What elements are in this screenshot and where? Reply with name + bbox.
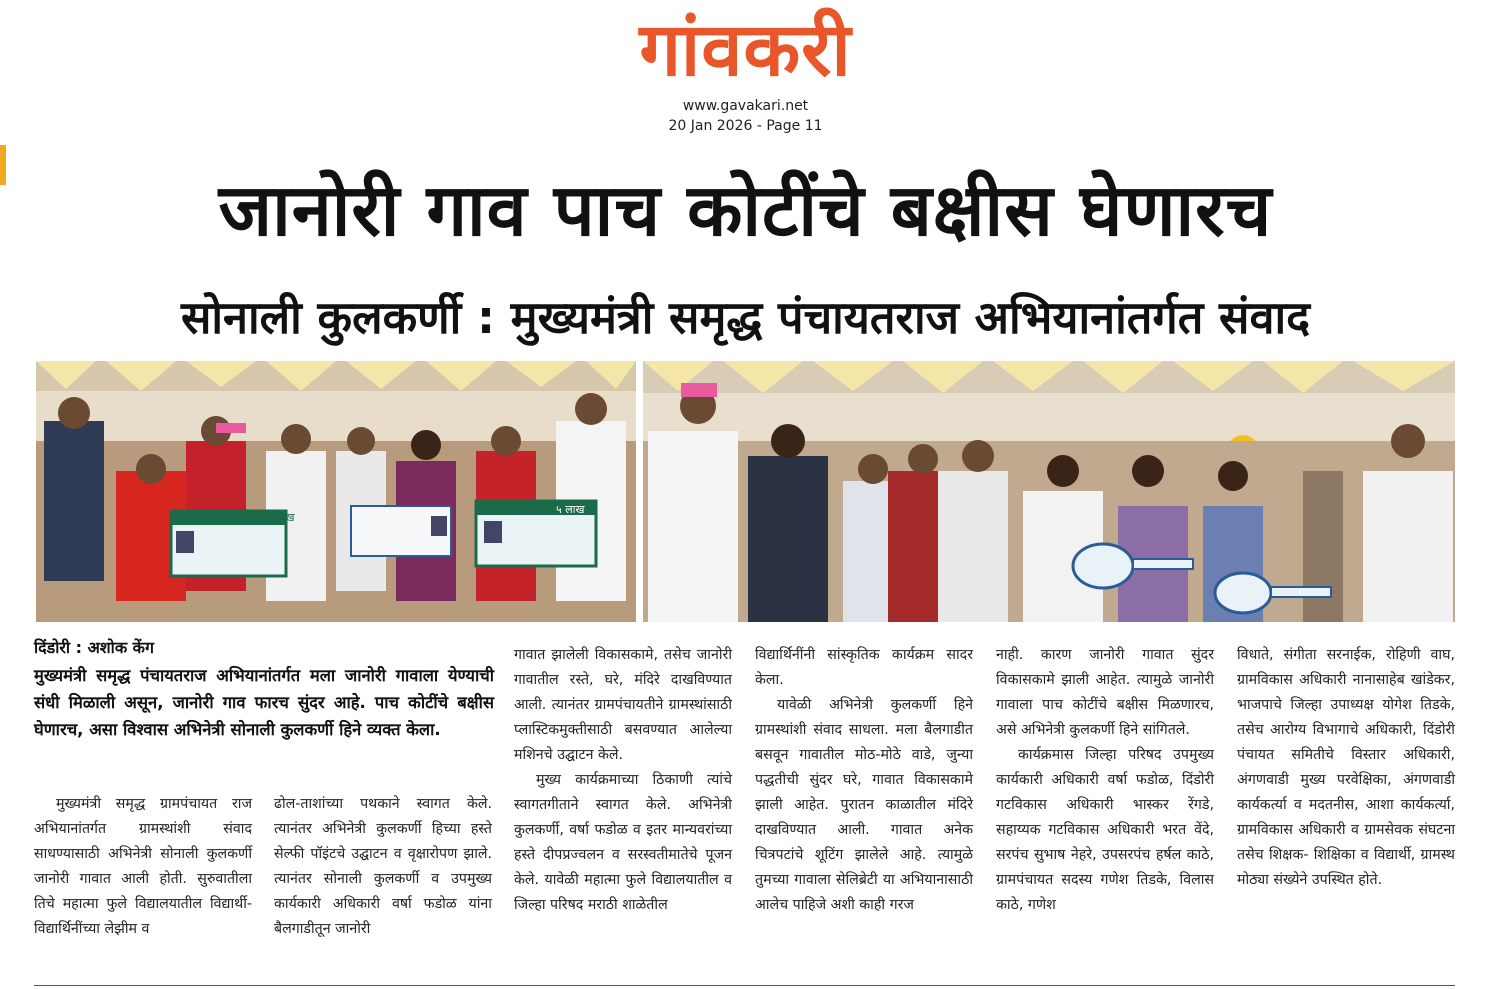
article-column-2 [274, 792, 492, 942]
website-url[interactable]: www.gavakari.net [682, 98, 809, 114]
column-paragraph: मुख्य कार्यक्रमाच्या ठिकाणी त्यांचे स्वागतगीताने स्वागत केले. अभिनेत्री कुलकर्णी, वर्षा फडोळ व इतर मान्यवरांच्या हस्ते दीपप्रज्वलन व सरस्वतीमातेचे पूजन केले. यावेळी महात्मा फुले विद्यालयातील व जिल्हा परिषद मराठी शाळेतील [514, 772, 732, 913]
column-paragraph: कार्यक्रमास जिल्हा परिषद उपमुख्य कार्यकारी अधिकारी वर्षा फडोळ, दिंडोरी गटविकास अधिकारी भास्कर रेंगडे, सहाय्यक गटविकास अधिकारी भरत वेंदे, सरपंच सुभाष नेहरे, उपसरपंच हर्षल काठे, ग्रामपंचायत सदस्य गणेश तिडके, विलास काठे, गणेश [996, 747, 1214, 913]
photo-left [36, 361, 636, 622]
article-column-6 [1237, 643, 1455, 893]
column-paragraph: यावेळी अभिनेत्री कुलकर्णी हिने ग्रामस्थांशी संवाद साधला. मला बैलगाडीत बसवून गावातील मोठ-मोठे वाडे, जुन्या पद्धतीची सुंदर घरे, गावात विकासकामे झाली आहेत. पुरातन काळातील मंदिरे दाखविण्यात आली. गावात अनेक चित्रपटांचे शूटिंग झालेले आहे. त्यामुळे तुमच्या गावाला सेलिब्रेटी या अभियानासाठी आलेच पाहिजे अशी काही गरज [755, 697, 973, 913]
newspaper-logo[interactable]: गांवकरी [639, 7, 852, 93]
byline: दिंडोरी : अशोक केंग [34, 638, 154, 657]
article-column-5 [996, 643, 1214, 918]
subheadline: सोनाली कुलकर्णी : मुख्यमंत्री समृद्ध पंचायतराज अभियानांतर्गत संवाद [180, 291, 1311, 344]
column-paragraph: ढोल-ताशांच्या पथकाने स्वागत केले. त्यानंतर अभिनेत्री कुलकर्णी हिच्या हस्ते सेल्फी पॉइंटचे उद्घाटन व वृक्षारोपण झाले. त्यानंतर सोनाली कुलकर्णी व उपमुख्य कार्यकारी अधिकारी वर्षा फडोळ यांना बैलगाडीतून जानोरी [274, 796, 492, 937]
article-column-1 [34, 792, 252, 942]
headline: जानोरी गाव पाच कोटींचे बक्षीस घेणारच [218, 168, 1273, 252]
column-paragraph: मुख्यमंत्री समृद्ध ग्रामपंचायत राज अभियानांतर्गत ग्रामस्थांशी संवाद साधण्यासाठी अभिनेत्री सोनाली कुलकर्णी जानोरी गावात आली होती. सुरुवातीला तिचे महात्मा फुले विद्यालयातील विद्यार्थी-विद्यार्थिनींच्या लेझीम व [34, 796, 252, 937]
article-column-3 [514, 643, 732, 918]
left-card-1-text: ५ लाख [266, 511, 295, 524]
photo-right [643, 361, 1455, 622]
article-column-4 [755, 643, 973, 918]
column-paragraph: नाही. कारण जानोरी गावात सुंदर विकासकामे झाली आहेत. त्यामुळे जानोरी गावाला पाच कोटींचे बक्षीस मिळणारच, असे अभिनेत्री कुलकर्णी हिने सांगितले. [996, 647, 1214, 738]
dateline: 20 Jan 2026 - Page 11 [668, 118, 823, 134]
lead-paragraph: मुख्यमंत्री समृद्ध पंचायतराज अभियानांतर्गत मला जानोरी गावाला येण्याची संधी मिळाली असून, जानोरी गाव फारच सुंदर आहे. पाच कोटींचे बक्षीस घेणारच, असा विश्वास अभिनेत्री सोनाली कुलकर्णी हिने व्यक्त केला. [34, 666, 494, 739]
column-paragraph: विद्यार्थिनींनी सांस्कृतिक कार्यक्रम सादर केला. [755, 647, 973, 688]
column-paragraph: गावात झालेली विकासकामे, तसेच जानोरी गावातील रस्ते, घरे, मंदिरे दाखविण्यात आली. त्यानंतर ग्रामपंचायतीने ग्रामस्थांसाठी प्लास्टिकमुक्तीसाठी बसवण्यात आलेल्या मशिनचे उद्घाटन केले. [514, 647, 732, 763]
left-card-2-text: ५ लाख [556, 503, 585, 516]
bottom-rule [34, 985, 1455, 986]
column-paragraph: विधाते, संगीता सरनाईक, रोहिणी वाघ, ग्रामविकास अधिकारी नानासाहेब खांडेकर, भाजपाचे जिल्हा उपाध्यक्ष योगेश तिडके, तसेच आरोग्य विभागाचे अधिकारी, दिंडोरी पंचायत समितीचे विस्तार अधिकारी, अंगणवाडी मुख्य परवेक्षिका, अंगणवाडी कार्यकर्त्या व मदतनीस, आशा कार्यकर्त्या, ग्रामविकास अधिकारी व ग्रामसेवक संघटना तसेच शिक्षक- शिक्षिका व विद्यार्थी, ग्रामस्थ मोठ्या संख्येने उपस्थित होते. [1237, 647, 1455, 888]
